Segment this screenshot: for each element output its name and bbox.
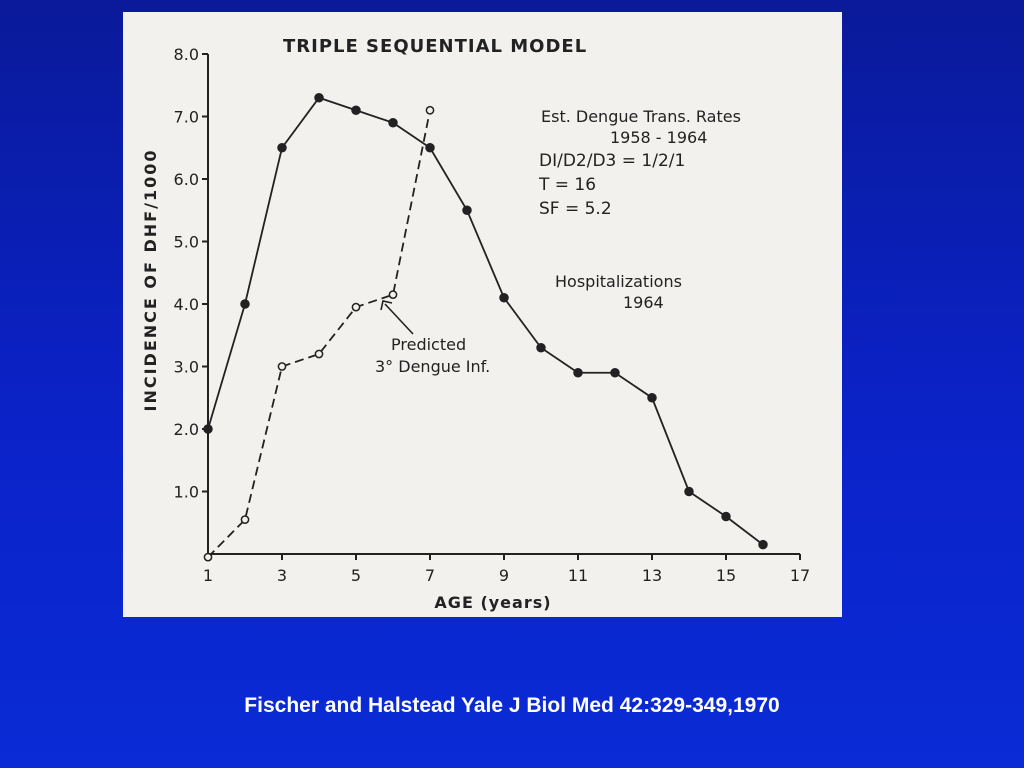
x-tick-label: 11: [567, 566, 589, 585]
annotation-line: T = 16: [539, 175, 597, 195]
annotation-line: Est. Dengue Trans. Rates: [541, 107, 741, 126]
y-tick-label: 2.0: [173, 420, 199, 439]
data-point-hospitalizations: [722, 513, 730, 521]
x-axis-label: AGE (years): [434, 593, 552, 612]
x-tick-label: 9: [498, 566, 510, 585]
series-label-line: Hospitalizations: [555, 272, 682, 291]
predicted-label: [375, 335, 490, 376]
y-tick-label: 4.0: [173, 295, 199, 314]
data-point-hospitalizations: [278, 144, 286, 152]
y-tick-label: 1.0: [173, 482, 199, 502]
data-point-hospitalizations: [685, 488, 693, 496]
data-point-hospitalizations: [611, 369, 619, 377]
data-point-predicted: [278, 363, 285, 370]
chart-figure: [123, 12, 842, 617]
series-label-line: Predicted: [391, 335, 467, 354]
data-point-hospitalizations: [352, 106, 360, 114]
chart-svg: [123, 12, 842, 617]
data-point-hospitalizations: [204, 425, 212, 433]
data-point-predicted: [389, 291, 396, 298]
x-tick-label: 7: [424, 566, 436, 585]
x-tick-label: 5: [350, 566, 362, 585]
data-point-predicted: [204, 554, 211, 561]
y-tick-label: 8.0: [173, 45, 199, 64]
series-label-line: 1964: [623, 293, 664, 312]
data-point-hospitalizations: [648, 394, 656, 402]
data-point-hospitalizations: [315, 94, 323, 102]
y-tick-label: 5.0: [173, 232, 199, 252]
data-point-hospitalizations: [389, 119, 397, 127]
y-tick-label: 6.0: [173, 170, 199, 189]
data-point-predicted: [352, 304, 359, 311]
citation-caption: Fischer and Halstead Yale J Biol Med 42:329-349,1970: [244, 694, 780, 717]
chart-title: TRIPLE SEQUENTIAL MODEL: [283, 36, 588, 57]
series-line-predicted: [208, 110, 430, 557]
data-point-predicted: [426, 107, 433, 114]
x-tick-label: 15: [715, 566, 737, 585]
series-label-line: 3° Dengue Inf.: [375, 357, 491, 376]
annotation-line: SF = 5.2: [539, 199, 612, 219]
y-tick-label: 3.0: [173, 357, 199, 377]
data-point-hospitalizations: [426, 144, 434, 152]
data-point-hospitalizations: [463, 206, 471, 214]
x-tick-label: 1: [202, 566, 214, 585]
x-tick-label: 3: [276, 566, 288, 585]
rates-annotation: [538, 107, 741, 219]
x-tick-label: 13: [641, 566, 663, 585]
data-point-hospitalizations: [500, 294, 508, 302]
data-point-predicted: [315, 350, 322, 357]
y-tick-label: 7.0: [173, 107, 199, 127]
y-axis-label: INCIDENCE OF DHF/1000: [141, 148, 160, 412]
data-point-predicted: [241, 516, 248, 523]
data-point-hospitalizations: [241, 300, 249, 308]
hospitalizations-label: [555, 272, 682, 312]
data-point-hospitalizations: [574, 369, 582, 377]
annotation-line: DI/D2/D3 = 1/2/1: [539, 151, 686, 171]
x-tick-label: 17: [789, 566, 811, 585]
data-point-hospitalizations: [759, 541, 767, 549]
predicted-arrow: [381, 301, 413, 334]
data-point-hospitalizations: [537, 344, 545, 352]
annotation-line: 1958 - 1964: [610, 128, 708, 147]
